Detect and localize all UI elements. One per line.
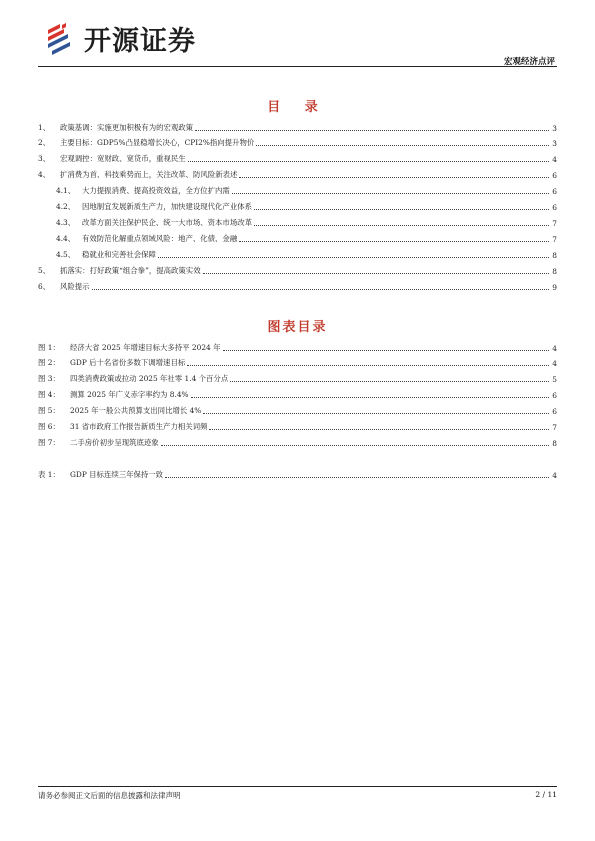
- figure-label: 测算 2025 年广义赤字率约为 8.4%: [70, 390, 189, 399]
- toc-item-label: 扩消费为首、科技乘势而上，关注改革、防风险新表述: [60, 170, 238, 179]
- toc-subitem[interactable]: [56, 217, 557, 228]
- toc-item-label: 抓落实：打好政策“组合拳”，提高政策实效: [60, 266, 201, 275]
- toc-item-label: 因地制宜发展新质生产力，加快建设现代化产业体系: [82, 202, 252, 211]
- toc-item-page: 7: [552, 235, 557, 244]
- figure-page: 7: [552, 423, 557, 432]
- logo-text: 开源证券: [84, 25, 196, 57]
- page-number: 2 / 11: [535, 790, 557, 799]
- toc-leader: [161, 444, 549, 446]
- toc-title: 目 录: [267, 100, 328, 115]
- figure-item[interactable]: [38, 342, 557, 353]
- figure-number: 图 5：: [38, 406, 60, 415]
- toc-item[interactable]: [38, 265, 557, 276]
- toc-leader: [191, 396, 549, 398]
- toc-leader: [187, 364, 549, 366]
- toc-item-number: 2、: [38, 138, 51, 147]
- company-logo: [42, 18, 196, 58]
- toc-leader: [254, 224, 549, 226]
- table-item[interactable]: [38, 469, 557, 480]
- report-type: 宏观经济点评: [503, 57, 555, 67]
- toc-item-page: 6: [552, 187, 557, 196]
- figure-label: 经济大省 2025 年增速目标大多持平 2024 年: [70, 343, 221, 352]
- toc-leader: [232, 192, 549, 194]
- toc-leader: [239, 176, 549, 178]
- toc-item-page: 9: [552, 283, 557, 292]
- toc-item-number: 4.1、: [56, 186, 76, 195]
- toc-leader: [203, 412, 549, 414]
- table-page: 4: [552, 471, 557, 480]
- toc-item-number: 3、: [38, 154, 51, 163]
- figure-page: 4: [552, 359, 557, 368]
- figure-item[interactable]: [38, 421, 557, 432]
- toc-item-label: 风险提示: [60, 282, 90, 291]
- footer-divider: [38, 786, 557, 787]
- toc-item-label: 稳就业和完善社会保障: [82, 250, 156, 259]
- toc-subitem[interactable]: [56, 201, 557, 212]
- toc-item-label: 改革方面关注保护民企、统一大市场、资本市场改革: [82, 218, 252, 227]
- toc-item[interactable]: [38, 153, 557, 164]
- figure-number: 图 6：: [38, 422, 60, 431]
- figure-page: 4: [552, 344, 557, 353]
- figure-label: 31 省市政府工作报告新质生产力相关词频: [70, 422, 208, 431]
- table-number: 表 1：: [38, 470, 60, 479]
- toc-item-number: 4.4、: [56, 234, 76, 243]
- figure-item[interactable]: [38, 405, 557, 416]
- toc-leader: [195, 129, 549, 131]
- toc-item-number: 1、: [38, 123, 51, 132]
- toc-item-page: 8: [552, 267, 557, 276]
- toc-item-number: 4.2、: [56, 202, 76, 211]
- figure-page: 6: [552, 407, 557, 416]
- toc-leader: [256, 144, 549, 146]
- figure-label: GDP 后十名省份多数下调增速目标: [70, 358, 186, 367]
- toc-leader: [223, 349, 550, 351]
- logo-mark-icon: [42, 21, 76, 55]
- toc-item-label: 宏观调控：宽财政、宽货币，重视民生: [60, 154, 186, 163]
- figure-page: 8: [552, 439, 557, 448]
- toc-item-page: 3: [552, 124, 557, 133]
- toc-subitem[interactable]: [56, 185, 557, 196]
- toc-item-number: 4、: [38, 170, 51, 179]
- figure-page: 5: [552, 375, 557, 384]
- figure-number: 图 2：: [38, 358, 60, 367]
- toc-item-number: 6、: [38, 282, 51, 291]
- figure-label: 2025 年一般公共预算支出同比增长 4%: [70, 406, 202, 415]
- toc-item[interactable]: [38, 137, 557, 148]
- table-label: GDP 目标连续三年保持一致: [70, 470, 164, 479]
- figure-item[interactable]: [38, 437, 557, 448]
- toc-leader: [188, 160, 549, 162]
- header-divider: [38, 66, 557, 67]
- figure-page: 6: [552, 391, 557, 400]
- figure-number: 图 4：: [38, 390, 60, 399]
- figures-toc-title: 图表目录: [267, 320, 328, 335]
- toc-leader: [203, 272, 549, 274]
- toc-leader: [254, 208, 549, 210]
- toc-item-label: 主要目标：GDP5%凸显稳增长决心，CPI2%指向提升物价: [60, 138, 255, 147]
- figure-item[interactable]: [38, 373, 557, 384]
- figure-label: 四类消费政策或拉动 2025 年社零 1.4 个百分点: [70, 374, 229, 383]
- toc-item-number: 4.5、: [56, 250, 76, 259]
- toc-leader: [165, 476, 549, 478]
- toc-leader: [158, 256, 549, 258]
- toc-item-page: 3: [552, 139, 557, 148]
- toc-subitem[interactable]: [56, 249, 557, 260]
- toc-item[interactable]: [38, 281, 557, 292]
- figure-item[interactable]: [38, 389, 557, 400]
- toc-item-page: 6: [552, 171, 557, 180]
- toc-item-label: 大力提振消费、提高投资效益，全方位扩内需: [82, 186, 230, 195]
- toc-leader: [239, 240, 549, 242]
- figure-item[interactable]: [38, 357, 557, 368]
- toc-leader: [230, 380, 549, 382]
- toc-item-label: 有效防范化解重点领域风险：地产、化债、金融: [82, 234, 238, 243]
- toc-item-page: 6: [552, 203, 557, 212]
- toc-leader: [209, 428, 549, 430]
- figure-number: 图 7：: [38, 438, 60, 447]
- toc-subitem[interactable]: [56, 233, 557, 244]
- figure-number: 图 1：: [38, 343, 60, 352]
- toc-item[interactable]: [38, 169, 557, 180]
- toc-item-page: 4: [552, 155, 557, 164]
- toc-item-number: 5、: [38, 266, 51, 275]
- footer-disclaimer: 请务必参阅正文后面的信息披露和法律声明: [38, 791, 181, 800]
- toc-item-page: 8: [552, 251, 557, 260]
- toc-item-label: 政策基调：实施更加积极有为的宏观政策: [60, 123, 194, 132]
- toc-item-page: 7: [552, 219, 557, 228]
- page-header: [38, 18, 557, 66]
- toc-item-number: 4.3、: [56, 218, 76, 227]
- figure-label: 二手房价初步呈现筑底迹象: [70, 438, 159, 447]
- figure-number: 图 3：: [38, 374, 60, 383]
- toc-leader: [92, 288, 549, 290]
- toc-item[interactable]: [38, 122, 557, 133]
